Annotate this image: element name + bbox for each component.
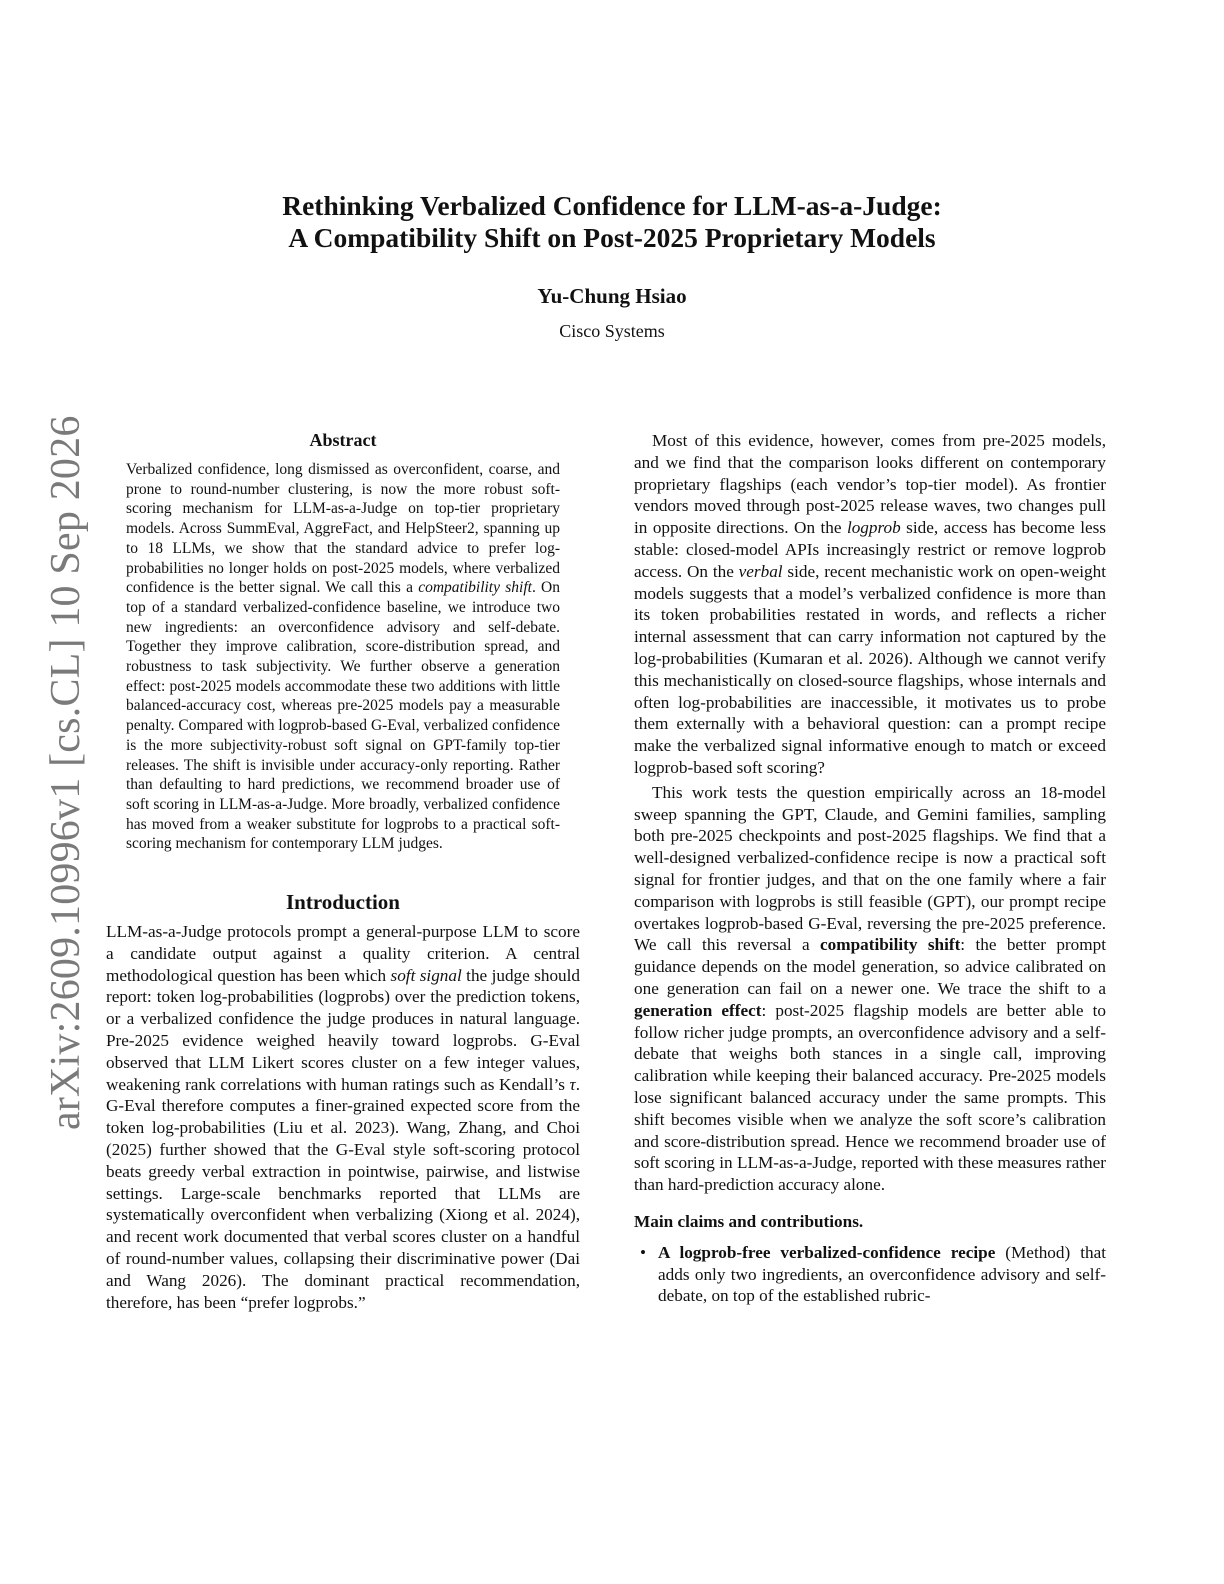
abstract-emphasis: compatibility shift bbox=[418, 579, 532, 597]
claims-list bbox=[634, 1242, 1106, 1307]
claim-item-1: • A logprob-free verbalized-confidence recipe (Method) that adds only two ingredients, an overconfidence advisory and self-debate, on top of the established rubric- bbox=[640, 1242, 1106, 1306]
compatibility-shift-term: compatibility shift bbox=[820, 935, 961, 955]
left-column bbox=[106, 430, 580, 1313]
abstract-body: Verbalized confidence, long dismissed as overconfident, coarse, and prone to round-number clustering, is now the more robust soft-scoring mechanism for LLM-as-a-Judge on top-tier proprietary models. Across SummEval, AggreFact, and HelpSteer2, spanning up to 18 LLMs, we show that the standard advice to prefer log-probabilities no longer holds on post-2025 models, where verbalized confidence is the better signal. We call this a compatibility shift. On top of a standard verbalized-confidence baseline, we introduce two new ingredients: an overconfidence advisory and self-debate. Together they improve calibration, score-distribution spread, and robustness to task subjectivity. We further observe a generation effect: post-2025 models accommodate these two additions with little balanced-accuracy cost, whereas pre-2025 models pay a measurable penalty. Compared with logprob-based G-Eval, verbalized confidence is the more subjectivity-robust soft signal on GPT-family top-tier releases. The shift is invisible under accuracy-only reporting. Rather than defaulting to hard predictions, we recommend broader use of soft scoring in LLM-as-a-Judge. More broadly, verbalized confidence has moved from a weaker substitute for logprobs to a practical soft-scoring mechanism for contemporary LLM judges. bbox=[126, 461, 560, 853]
intro-paragraph-2: Most of this evidence, however, comes from pre-2025 models, and we find that the comparison looks different on contemporary proprietary flagships (each vendor’s top-tier model). As frontier vendors moved through post-2025 release waves, two changes pull in opposite directions. On the logprob side, access has become less stable: closed-model APIs increasingly restrict or remove logprob access. On the verbal side, recent mechanistic work on open-weight models suggests that a model’s verbalized confidence is more than its token probabilities restated in words, and reflects a richer internal assessment that can carry information not captured by the log-probabilities (Kumaran et al. 2026). Although we cannot verify this mechanistically on closed-source flagships, whose internals and often log-probabilities are inaccessible, it motivates us to probe them externally with a behavioral question: can a prompt recipe make the verbalized signal informative enough to match or exceed logprob-based soft scoring? bbox=[634, 431, 1106, 777]
claims-heading: Main claims and contributions. bbox=[634, 1211, 864, 1231]
author-affiliation: Cisco Systems bbox=[559, 321, 665, 341]
intro-paragraph-1: LLM-as-a-Judge protocols prompt a general-purpose LLM to score a candidate output against a quality criterion. A central methodological question has been which soft signal the judge should report: token log-probabilities (logprobs) over the prediction tokens, or a verbalized confidence the judge produces in natural language. Pre-2025 evidence weighed heavily toward logprobs. G-Eval observed that LLM Likert scores cluster on a few integer values, weakening rank correlations with human ratings such as Kendall’s τ. G-Eval therefore computes a finer-grained expected score from the token log-probabilities (Liu et al. 2023). Wang, Zhang, and Choi (2025) further showed that the G-Eval style soft-scoring protocol beats greedy verbal extraction in pointwise, pairwise, and listwise settings. Large-scale benchmarks reported that LLMs are systematically overconfident when verbalizing (Xiong et al. 2024), and recent work documented that verbal scores cluster on a handful of round-number values, collapsing their discriminative power (Dai and Wang 2026). The dominant practical recommendation, therefore, has been “prefer logprobs.” bbox=[106, 922, 580, 1312]
verbal-emphasis: verbal bbox=[738, 561, 783, 581]
paper-title bbox=[150, 190, 1074, 254]
right-column bbox=[634, 430, 1106, 1307]
arxiv-id: arXiv:2609.10996v1 [cs.CL] 10 Sep 2026 bbox=[43, 415, 89, 1130]
bullet-icon: • bbox=[640, 1242, 647, 1262]
author-name: Yu-Chung Hsiao bbox=[537, 284, 687, 308]
title-line-1: Rethinking Verbalized Confidence for LLM-as-a-Judge: bbox=[282, 190, 942, 221]
abstract-heading: Abstract bbox=[309, 430, 377, 450]
soft-signal-emphasis: soft signal bbox=[390, 965, 462, 985]
intro-paragraph-3: This work tests the question empirically across an 18-model sweep spanning the GPT, Claude, and Gemini families, sampling both pre-2025 checkpoints and post-2025 flagships. We find that a well-designed verbalized-confidence recipe is now a practical soft signal for frontier judges, and that on the one family where a fair comparison with logprobs is still feasible (GPT), our prompt recipe overtakes logprob-based G-Eval, reversing the pre-2025 preference. We call this reversal a compatibility shift: the better prompt guidance depends on the model generation, so advice calibrated on one generation can fail on a newer one. We trace the shift to a generation effect: post-2025 flagship models are better able to follow richer judge prompts, an overconfidence advisory and a self-debate that weighs both stances in a single call, improving calibration while keeping their balanced accuracy. Pre-2025 models lose significant balanced accuracy under the same prompts. This shift becomes visible when we analyze the soft score’s calibration and score-distribution spread. Hence we recommend broader use of soft scoring in LLM-as-a-Judge, reported with these measures rather than hard-prediction accuracy alone. bbox=[634, 782, 1106, 1195]
introduction-heading: Introduction bbox=[286, 890, 400, 915]
title-line-2: A Compatibility Shift on Post-2025 Proprietary Models bbox=[288, 222, 936, 253]
tau-symbol: τ bbox=[569, 1074, 576, 1094]
generation-effect-term: generation effect bbox=[634, 1000, 762, 1020]
logprob-emphasis: logprob bbox=[846, 518, 901, 538]
